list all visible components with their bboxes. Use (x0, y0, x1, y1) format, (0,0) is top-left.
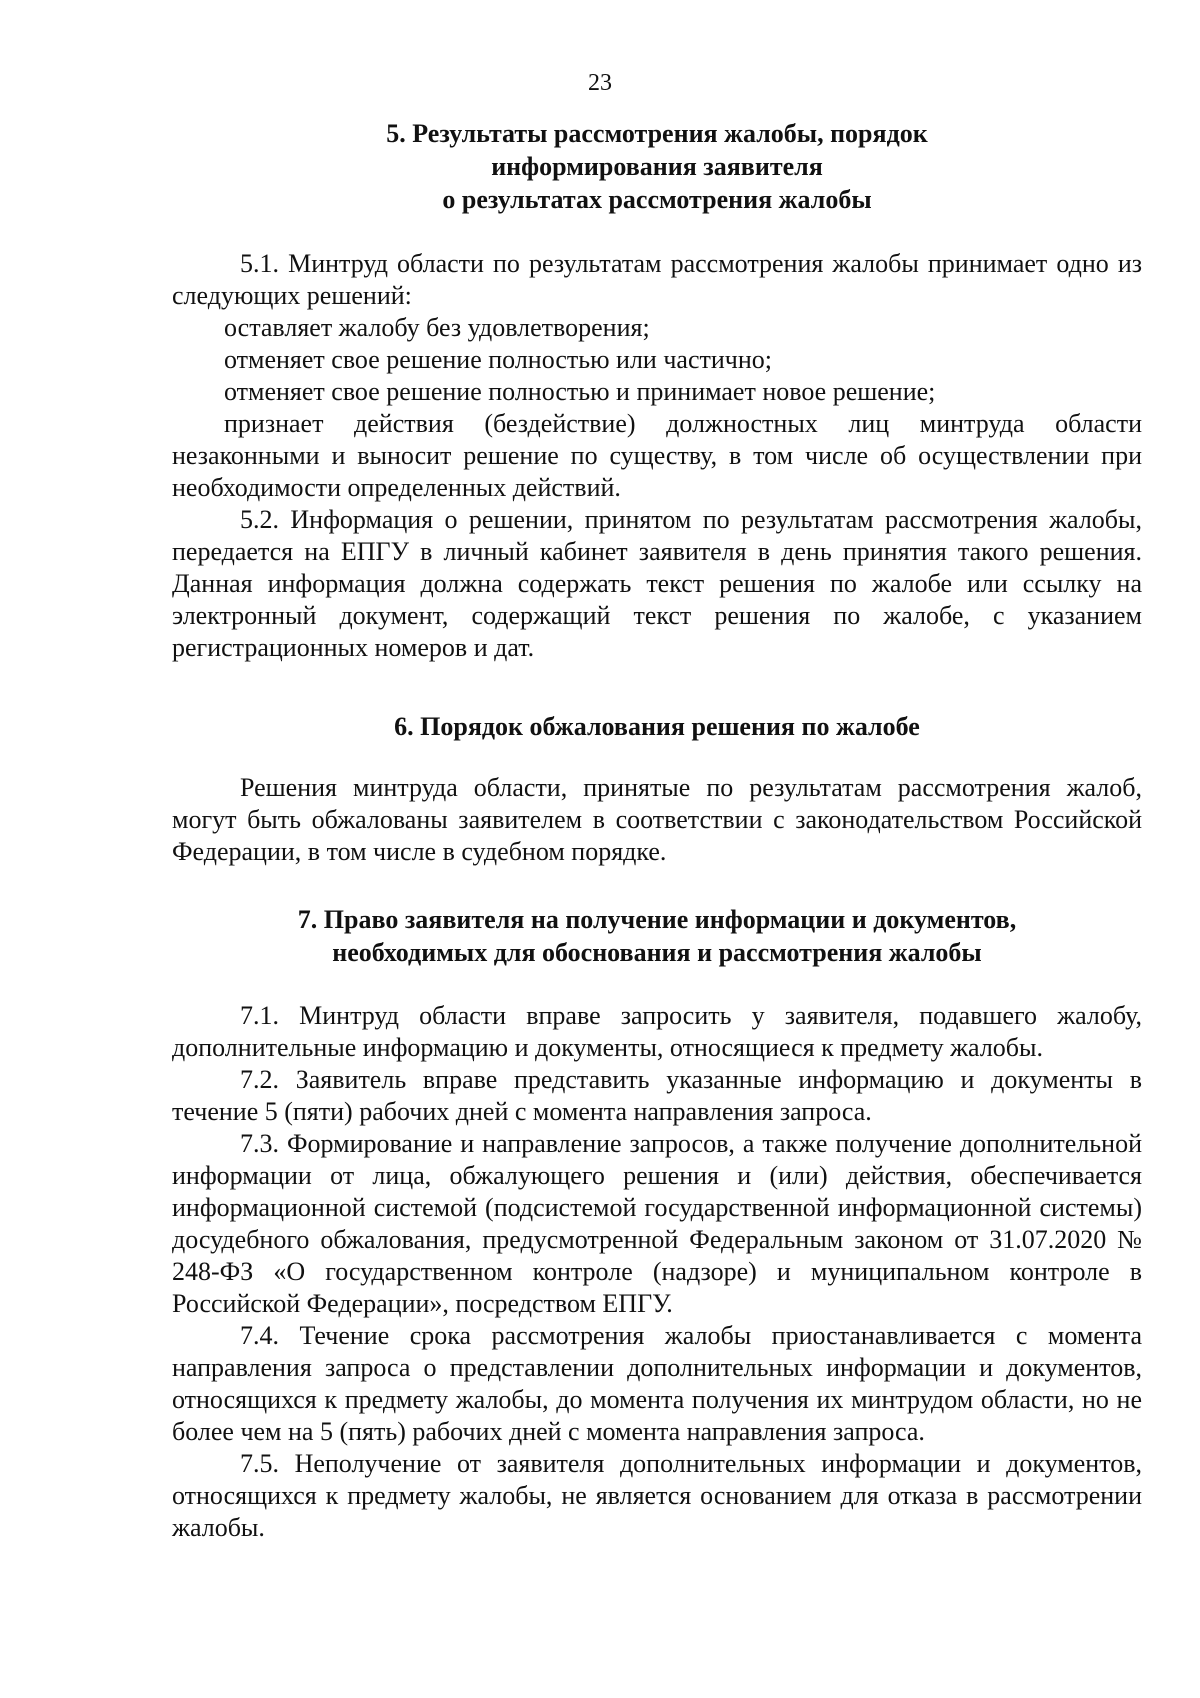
list-item: признает действия (бездействие) должностных лиц минтруда области незаконными и выносит решение по существу, в том числе об осуществлении при необходимости определенных действий. (172, 409, 1142, 502)
heading-line: необходимых для обоснования и рассмотрения жалобы (332, 938, 982, 967)
paragraph-7-4: 7.4. Течение срока рассмотрения жалобы приостанавливается с момента направления запроса о представлении дополнительных информации и документов, относящихся к предмету жалобы, до момента получения их минтрудом области, но не более чем на 5 (пять) рабочих дней с момента направления запроса. (172, 1321, 1142, 1446)
section-7-body (172, 1000, 1142, 1544)
list-item: отменяет свое решение полностью и принимает новое решение; (224, 377, 936, 406)
section-5-body (172, 248, 1142, 664)
paragraph-7-2: 7.2. Заявитель вправе представить указанные информацию и документы в течение 5 (пяти) рабочих дней с момента направления запроса. (172, 1065, 1142, 1126)
heading-line: 5. Результаты рассмотрения жалобы, порядок (386, 119, 928, 148)
list-item: оставляет жалобу без удовлетворения; (224, 313, 650, 342)
paragraph-7-3: 7.3. Формирование и направление запросов, а также получение дополнительной информации от лица, обжалующего решения и (или) действия, обеспечивается информационной системой (подсистемой государственной информационной системы) досудебного обжалования, предусмотренной Федеральным законом от 31.07.2020 № 248-ФЗ «О государственном контроле (надзоре) и муниципальном контроле в Российской Федерации», посредством ЕПГУ. (172, 1129, 1142, 1318)
paragraph-7-1: 7.1. Минтруд области вправе запросить у заявителя, подавшего жалобу, дополнительные информацию и документы, относящиеся к предмету жалобы. (172, 1001, 1142, 1062)
section-6-heading (172, 710, 1142, 743)
paragraph-5-2: 5.2. Информация о решении, принятом по результатам рассмотрения жалобы, передается на ЕПГУ в личный кабинет заявителя в день принятия такого решения. Данная информация должна содержать текст решения по жалобе или ссылку на электронный документ, содержащий текст решения по жалобе, с указанием регистрационных номеров и дат. (172, 505, 1142, 662)
paragraph-5-1: 5.1. Минтруд области по результатам рассмотрения жалобы принимает одно из следующих решений: (172, 249, 1142, 310)
heading-line: 7. Право заявителя на получение информации и документов, (297, 905, 1017, 934)
section-6-body (172, 772, 1142, 868)
paragraph-7-5: 7.5. Неполучение от заявителя дополнительных информации и документов, относящихся к предмету жалобы, не является основанием для отказа в рассмотрении жалобы. (172, 1449, 1142, 1542)
heading-line: 6. Порядок обжалования решения по жалобе (394, 712, 920, 741)
heading-line: о результатах рассмотрения жалобы (442, 185, 872, 214)
section-7-heading (172, 903, 1142, 969)
section-5-heading (172, 117, 1142, 216)
heading-line: информирования заявителя (491, 152, 823, 181)
paragraph-6: Решения минтруда области, принятые по результатам рассмотрения жалоб, могут быть обжалованы заявителем в соответствии с законодательством Российской Федерации, в том числе в судебном порядке. (172, 773, 1142, 866)
list-item: отменяет свое решение полностью или частично; (224, 345, 772, 374)
page-number: 23 (588, 70, 612, 96)
